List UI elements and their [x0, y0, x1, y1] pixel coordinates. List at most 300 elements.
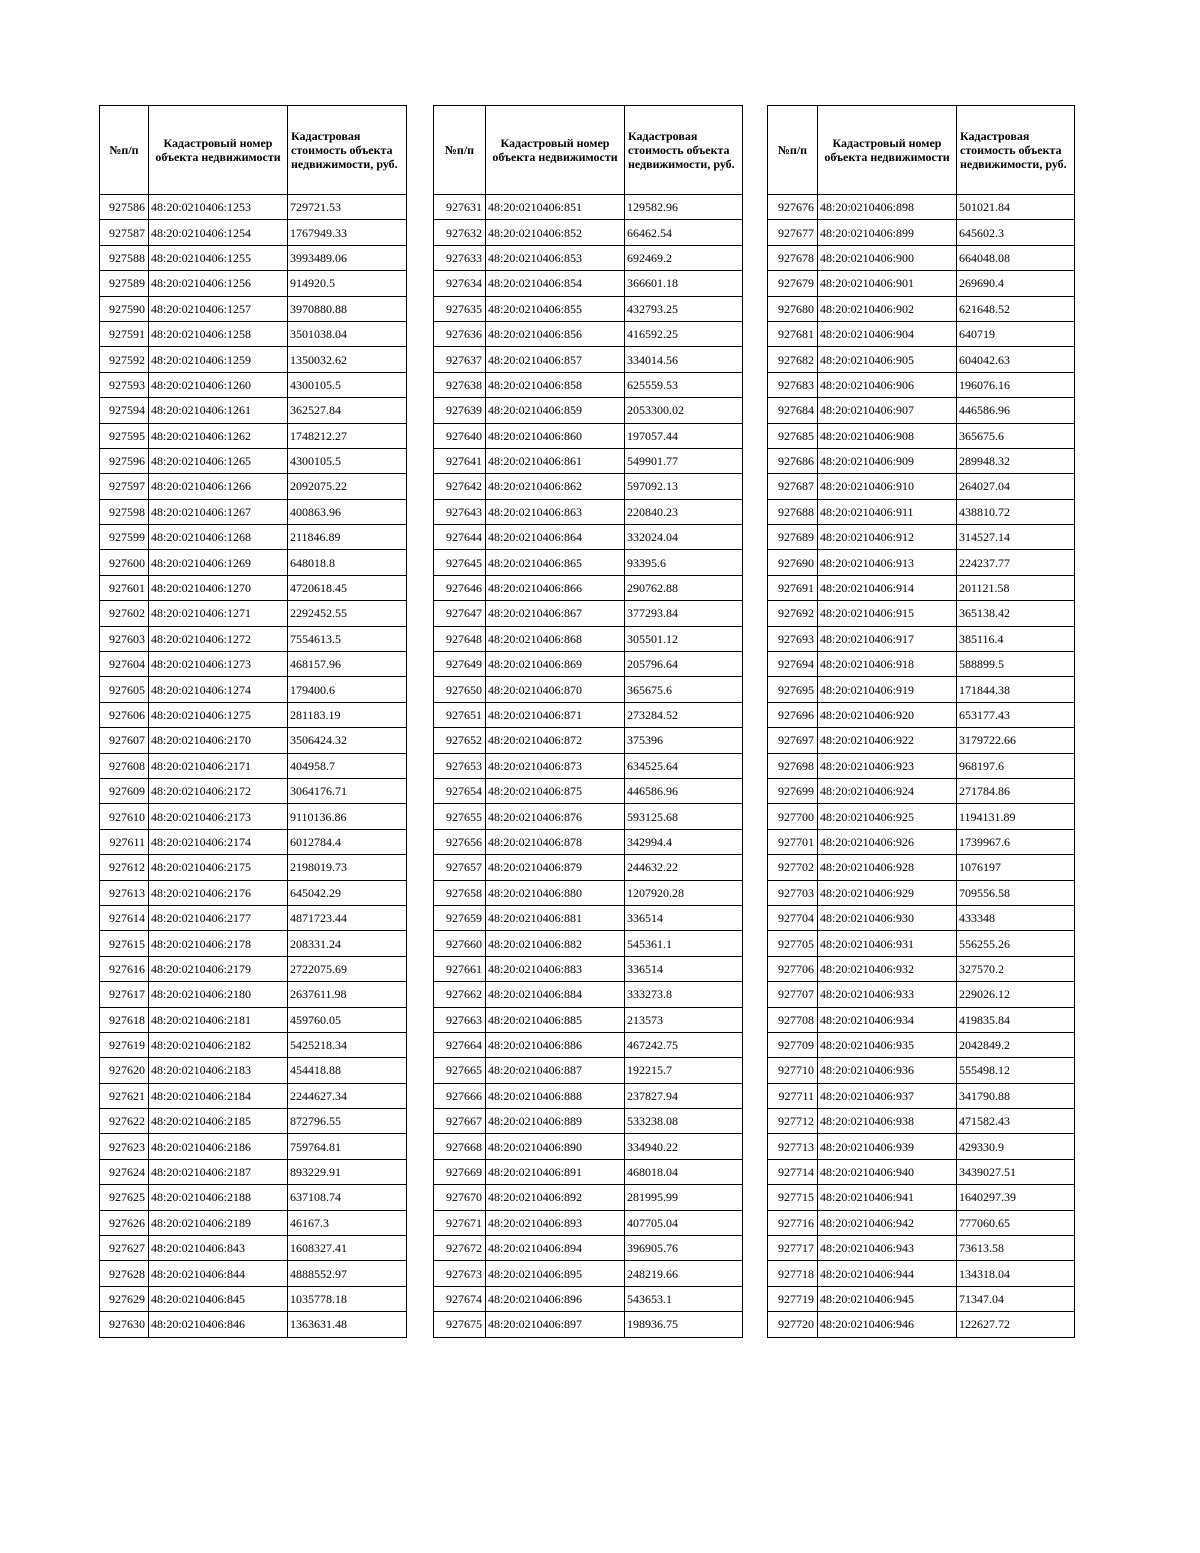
table-row — [100, 905, 407, 930]
cadastral-value-cell: 171844.38 — [957, 677, 1075, 702]
table-body — [768, 195, 1075, 1338]
row-number-cell: 927660 — [434, 931, 486, 956]
cadastral-value-cell: 604042.63 — [957, 347, 1075, 372]
table-row — [434, 1261, 743, 1286]
cadastral-number-cell: 48:20:0210406:943 — [818, 1236, 957, 1261]
row-number-cell: 927662 — [434, 982, 486, 1007]
table-row — [100, 372, 407, 397]
row-number-cell: 927702 — [768, 855, 818, 880]
cadastral-number-cell: 48:20:0210406:864 — [486, 525, 625, 550]
table-row — [434, 321, 743, 346]
row-number-cell: 927719 — [768, 1286, 818, 1311]
row-number-cell: 927645 — [434, 550, 486, 575]
cadastral-number-cell: 48:20:0210406:876 — [486, 804, 625, 829]
header-cadastral-value: Кадастровая стоимость объекта недвижимости, руб. — [625, 106, 743, 195]
cadastral-value-cell: 555498.12 — [957, 1058, 1075, 1083]
row-number-cell: 927604 — [100, 652, 149, 677]
cadastral-value-cell: 213573 — [625, 1007, 743, 1032]
cadastral-number-cell: 48:20:0210406:907 — [818, 398, 957, 423]
cadastral-value-cell: 4871723.44 — [288, 905, 407, 930]
row-number-cell: 927634 — [434, 271, 486, 296]
cadastral-value-cell: 1640297.39 — [957, 1185, 1075, 1210]
cadastral-value-cell: 533238.08 — [625, 1109, 743, 1134]
row-number-cell: 927663 — [434, 1007, 486, 1032]
cadastral-value-cell: 640719 — [957, 321, 1075, 346]
cadastral-value-cell: 1767949.33 — [288, 220, 407, 245]
row-number-cell: 927641 — [434, 448, 486, 473]
table-row — [434, 1032, 743, 1057]
cadastral-number-cell: 48:20:0210406:859 — [486, 398, 625, 423]
cadastral-number-cell: 48:20:0210406:885 — [486, 1007, 625, 1032]
cadastral-number-cell: 48:20:0210406:856 — [486, 321, 625, 346]
row-number-cell: 927655 — [434, 804, 486, 829]
cadastral-number-cell: 48:20:0210406:922 — [818, 728, 957, 753]
table-row — [434, 1007, 743, 1032]
cadastral-number-cell: 48:20:0210406:870 — [486, 677, 625, 702]
cadastral-value-cell: 365675.6 — [625, 677, 743, 702]
row-number-cell: 927700 — [768, 804, 818, 829]
cadastral-value-cell: 653177.43 — [957, 702, 1075, 727]
cadastral-number-cell: 48:20:0210406:923 — [818, 753, 957, 778]
table-row — [434, 626, 743, 651]
cadastral-value-cell: 556255.26 — [957, 931, 1075, 956]
table-row — [100, 753, 407, 778]
cadastral-number-cell: 48:20:0210406:871 — [486, 702, 625, 727]
row-number-cell: 927681 — [768, 321, 818, 346]
cadastral-number-cell: 48:20:0210406:1266 — [149, 474, 288, 499]
row-number-cell: 927639 — [434, 398, 486, 423]
table-row — [434, 474, 743, 499]
cadastral-number-cell: 48:20:0210406:854 — [486, 271, 625, 296]
table-row — [434, 525, 743, 550]
cadastral-value-cell: 429330.9 — [957, 1134, 1075, 1159]
row-number-cell: 927613 — [100, 880, 149, 905]
header-cadastral-number: Кадастровый номер объекта недвижимости — [149, 106, 288, 195]
row-number-cell: 927703 — [768, 880, 818, 905]
cadastral-number-cell: 48:20:0210406:926 — [818, 829, 957, 854]
cadastral-value-cell: 545361.1 — [625, 931, 743, 956]
header-number: №п/п — [434, 106, 486, 195]
table-row — [434, 1185, 743, 1210]
table-row — [768, 550, 1075, 575]
cadastral-number-cell: 48:20:0210406:891 — [486, 1159, 625, 1184]
cadastral-value-cell: 759764.81 — [288, 1134, 407, 1159]
cadastral-number-cell: 48:20:0210406:880 — [486, 880, 625, 905]
table-row — [434, 880, 743, 905]
cadastral-number-cell: 48:20:0210406:858 — [486, 372, 625, 397]
cadastral-value-cell: 2053300.02 — [625, 398, 743, 423]
table-row — [100, 829, 407, 854]
cadastral-number-cell: 48:20:0210406:1256 — [149, 271, 288, 296]
row-number-cell: 927711 — [768, 1083, 818, 1108]
cadastral-value-cell: 893229.91 — [288, 1159, 407, 1184]
table-row — [434, 778, 743, 803]
cadastral-number-cell: 48:20:0210406:893 — [486, 1210, 625, 1235]
table-row — [768, 855, 1075, 880]
row-number-cell: 927640 — [434, 423, 486, 448]
cadastral-value-cell: 729721.53 — [288, 195, 407, 220]
row-number-cell: 927619 — [100, 1032, 149, 1057]
cadastral-value-cell: 621648.52 — [957, 296, 1075, 321]
cadastral-value-cell: 459760.05 — [288, 1007, 407, 1032]
row-number-cell: 927647 — [434, 601, 486, 626]
cadastral-value-cell: 333273.8 — [625, 982, 743, 1007]
table-row — [768, 575, 1075, 600]
cadastral-value-cell: 471582.43 — [957, 1109, 1075, 1134]
row-number-cell: 927616 — [100, 956, 149, 981]
table-row — [434, 652, 743, 677]
table-row — [100, 575, 407, 600]
row-number-cell: 927715 — [768, 1185, 818, 1210]
table-row — [768, 652, 1075, 677]
cadastral-number-cell: 48:20:0210406:884 — [486, 982, 625, 1007]
table-row — [434, 1312, 743, 1337]
row-number-cell: 927605 — [100, 677, 149, 702]
table-row — [768, 601, 1075, 626]
cadastral-value-cell: 365675.6 — [957, 423, 1075, 448]
cadastral-number-cell: 48:20:0210406:1275 — [149, 702, 288, 727]
table-row — [100, 499, 407, 524]
row-number-cell: 927710 — [768, 1058, 818, 1083]
cadastral-value-cell: 305501.12 — [625, 626, 743, 651]
table-row — [434, 1134, 743, 1159]
cadastral-value-cell: 446586.96 — [957, 398, 1075, 423]
table-row — [768, 525, 1075, 550]
table-row — [434, 550, 743, 575]
row-number-cell: 927692 — [768, 601, 818, 626]
cadastral-value-cell: 71347.04 — [957, 1286, 1075, 1311]
row-number-cell: 927628 — [100, 1261, 149, 1286]
cadastral-number-cell: 48:20:0210406:911 — [818, 499, 957, 524]
cadastral-number-cell: 48:20:0210406:1268 — [149, 525, 288, 550]
table-row — [768, 195, 1075, 220]
table-row — [434, 398, 743, 423]
cadastral-value-cell: 205796.64 — [625, 652, 743, 677]
cadastral-value-cell: 269690.4 — [957, 271, 1075, 296]
cadastral-value-cell: 211846.89 — [288, 525, 407, 550]
cadastral-value-cell: 342994.4 — [625, 829, 743, 854]
cadastral-number-cell: 48:20:0210406:934 — [818, 1007, 957, 1032]
table-row — [768, 296, 1075, 321]
cadastral-number-cell: 48:20:0210406:2181 — [149, 1007, 288, 1032]
cadastral-number-cell: 48:20:0210406:935 — [818, 1032, 957, 1057]
cadastral-number-cell: 48:20:0210406:929 — [818, 880, 957, 905]
table-row — [768, 1032, 1075, 1057]
cadastral-value-cell: 224237.77 — [957, 550, 1075, 575]
cadastral-number-cell: 48:20:0210406:931 — [818, 931, 957, 956]
table-row — [100, 245, 407, 270]
row-number-cell: 927658 — [434, 880, 486, 905]
table-row — [100, 1236, 407, 1261]
table-row — [768, 956, 1075, 981]
row-number-cell: 927686 — [768, 448, 818, 473]
cadastral-value-cell: 593125.68 — [625, 804, 743, 829]
row-number-cell: 927671 — [434, 1210, 486, 1235]
table-row — [768, 448, 1075, 473]
cadastral-number-cell: 48:20:0210406:920 — [818, 702, 957, 727]
row-number-cell: 927697 — [768, 728, 818, 753]
cadastral-number-cell: 48:20:0210406:881 — [486, 905, 625, 930]
row-number-cell: 927632 — [434, 220, 486, 245]
table-row — [434, 220, 743, 245]
table-row — [768, 372, 1075, 397]
table-row — [100, 626, 407, 651]
cadastral-number-cell: 48:20:0210406:1267 — [149, 499, 288, 524]
table-row — [434, 728, 743, 753]
table-row — [768, 804, 1075, 829]
cadastral-value-cell: 1608327.41 — [288, 1236, 407, 1261]
table-header-row — [100, 106, 407, 195]
table-row — [100, 601, 407, 626]
cadastral-number-cell: 48:20:0210406:1254 — [149, 220, 288, 245]
row-number-cell: 927649 — [434, 652, 486, 677]
row-number-cell: 927720 — [768, 1312, 818, 1337]
table-row — [434, 575, 743, 600]
cadastral-number-cell: 48:20:0210406:853 — [486, 245, 625, 270]
cadastral-value-cell: 314527.14 — [957, 525, 1075, 550]
cadastral-value-cell: 341790.88 — [957, 1083, 1075, 1108]
row-number-cell: 927670 — [434, 1185, 486, 1210]
table-row — [434, 753, 743, 778]
cadastral-value-cell: 432793.25 — [625, 296, 743, 321]
cadastral-number-cell: 48:20:0210406:899 — [818, 220, 957, 245]
row-number-cell: 927680 — [768, 296, 818, 321]
cadastral-value-cell: 365138.42 — [957, 601, 1075, 626]
row-number-cell: 927624 — [100, 1159, 149, 1184]
table-body — [100, 195, 407, 1338]
cadastral-number-cell: 48:20:0210406:851 — [486, 195, 625, 220]
table-row — [768, 982, 1075, 1007]
cadastral-value-cell: 273284.52 — [625, 702, 743, 727]
table-row — [434, 271, 743, 296]
row-number-cell: 927672 — [434, 1236, 486, 1261]
cadastral-value-cell: 446586.96 — [625, 778, 743, 803]
cadastral-number-cell: 48:20:0210406:1273 — [149, 652, 288, 677]
cadastral-value-cell: 433348 — [957, 905, 1075, 930]
row-number-cell: 927595 — [100, 423, 149, 448]
cadastral-value-cell: 366601.18 — [625, 271, 743, 296]
cadastral-value-cell: 2292452.55 — [288, 601, 407, 626]
cadastral-value-cell: 914920.5 — [288, 271, 407, 296]
cadastral-number-cell: 48:20:0210406:846 — [149, 1312, 288, 1337]
table-row — [100, 474, 407, 499]
table-row — [434, 245, 743, 270]
cadastral-value-cell: 336514 — [625, 956, 743, 981]
header-cadastral-number: Кадастровый номер объекта недвижимости — [818, 106, 957, 195]
table-row — [100, 1032, 407, 1057]
cadastral-number-cell: 48:20:0210406:892 — [486, 1185, 625, 1210]
cadastral-number-cell: 48:20:0210406:888 — [486, 1083, 625, 1108]
row-number-cell: 927714 — [768, 1159, 818, 1184]
cadastral-number-cell: 48:20:0210406:937 — [818, 1083, 957, 1108]
cadastral-table-1 — [99, 105, 407, 1338]
cadastral-number-cell: 48:20:0210406:896 — [486, 1286, 625, 1311]
row-number-cell: 927599 — [100, 525, 149, 550]
row-number-cell: 927612 — [100, 855, 149, 880]
cadastral-number-cell: 48:20:0210406:909 — [818, 448, 957, 473]
cadastral-value-cell: 404958.7 — [288, 753, 407, 778]
table-row — [100, 1109, 407, 1134]
row-number-cell: 927707 — [768, 982, 818, 1007]
cadastral-number-cell: 48:20:0210406:945 — [818, 1286, 957, 1311]
row-number-cell: 927708 — [768, 1007, 818, 1032]
cadastral-value-cell: 271784.86 — [957, 778, 1075, 803]
cadastral-number-cell: 48:20:0210406:944 — [818, 1261, 957, 1286]
cadastral-number-cell: 48:20:0210406:2171 — [149, 753, 288, 778]
cadastral-number-cell: 48:20:0210406:910 — [818, 474, 957, 499]
row-number-cell: 927637 — [434, 347, 486, 372]
row-number-cell: 927635 — [434, 296, 486, 321]
row-number-cell: 927684 — [768, 398, 818, 423]
table-row — [434, 956, 743, 981]
table-row — [434, 372, 743, 397]
table-row — [100, 956, 407, 981]
row-number-cell: 927683 — [768, 372, 818, 397]
cadastral-number-cell: 48:20:0210406:930 — [818, 905, 957, 930]
cadastral-value-cell: 637108.74 — [288, 1185, 407, 1210]
cadastral-number-cell: 48:20:0210406:2187 — [149, 1159, 288, 1184]
cadastral-value-cell: 664048.08 — [957, 245, 1075, 270]
cadastral-number-cell: 48:20:0210406:844 — [149, 1261, 288, 1286]
table-row — [434, 702, 743, 727]
table-row — [768, 1083, 1075, 1108]
row-number-cell: 927626 — [100, 1210, 149, 1235]
cadastral-number-cell: 48:20:0210406:852 — [486, 220, 625, 245]
table-row — [768, 423, 1075, 448]
row-number-cell: 927592 — [100, 347, 149, 372]
cadastral-number-cell: 48:20:0210406:2173 — [149, 804, 288, 829]
cadastral-number-cell: 48:20:0210406:845 — [149, 1286, 288, 1311]
row-number-cell: 927608 — [100, 753, 149, 778]
cadastral-number-cell: 48:20:0210406:2179 — [149, 956, 288, 981]
cadastral-value-cell: 1035778.18 — [288, 1286, 407, 1311]
cadastral-number-cell: 48:20:0210406:917 — [818, 626, 957, 651]
table-row — [434, 347, 743, 372]
cadastral-number-cell: 48:20:0210406:898 — [818, 195, 957, 220]
row-number-cell: 927701 — [768, 829, 818, 854]
row-number-cell: 927611 — [100, 829, 149, 854]
cadastral-value-cell: 73613.58 — [957, 1236, 1075, 1261]
row-number-cell: 927661 — [434, 956, 486, 981]
row-number-cell: 927615 — [100, 931, 149, 956]
cadastral-number-cell: 48:20:0210406:886 — [486, 1032, 625, 1057]
table-row — [768, 271, 1075, 296]
table-row — [434, 1109, 743, 1134]
cadastral-value-cell: 3501038.04 — [288, 321, 407, 346]
table-row — [434, 1236, 743, 1261]
row-number-cell: 927650 — [434, 677, 486, 702]
table-row — [768, 753, 1075, 778]
cadastral-value-cell: 3064176.71 — [288, 778, 407, 803]
row-number-cell: 927623 — [100, 1134, 149, 1159]
table-row — [100, 728, 407, 753]
row-number-cell: 927713 — [768, 1134, 818, 1159]
cadastral-value-cell: 1739967.6 — [957, 829, 1075, 854]
table-row — [100, 1286, 407, 1311]
cadastral-value-cell: 2637611.98 — [288, 982, 407, 1007]
cadastral-number-cell: 48:20:0210406:887 — [486, 1058, 625, 1083]
table-row — [434, 982, 743, 1007]
cadastral-number-cell: 48:20:0210406:915 — [818, 601, 957, 626]
cadastral-number-cell: 48:20:0210406:2183 — [149, 1058, 288, 1083]
table-header-row — [768, 106, 1075, 195]
table-row — [100, 1312, 407, 1337]
cadastral-number-cell: 48:20:0210406:862 — [486, 474, 625, 499]
row-number-cell: 927677 — [768, 220, 818, 245]
table-row — [768, 1236, 1075, 1261]
cadastral-number-cell: 48:20:0210406:912 — [818, 525, 957, 550]
cadastral-value-cell: 196076.16 — [957, 372, 1075, 397]
cadastral-value-cell: 407705.04 — [625, 1210, 743, 1235]
cadastral-number-cell: 48:20:0210406:925 — [818, 804, 957, 829]
cadastral-number-cell: 48:20:0210406:860 — [486, 423, 625, 448]
cadastral-value-cell: 93395.6 — [625, 550, 743, 575]
cadastral-value-cell: 5425218.34 — [288, 1032, 407, 1057]
table-row — [768, 880, 1075, 905]
row-number-cell: 927704 — [768, 905, 818, 930]
cadastral-value-cell: 709556.58 — [957, 880, 1075, 905]
cadastral-number-cell: 48:20:0210406:901 — [818, 271, 957, 296]
cadastral-value-cell: 454418.88 — [288, 1058, 407, 1083]
table-row — [768, 702, 1075, 727]
row-number-cell: 927678 — [768, 245, 818, 270]
table-row — [434, 829, 743, 854]
table-row — [768, 321, 1075, 346]
table-row — [434, 296, 743, 321]
cadastral-number-cell: 48:20:0210406:1265 — [149, 448, 288, 473]
cadastral-value-cell: 1207920.28 — [625, 880, 743, 905]
cadastral-number-cell: 48:20:0210406:1259 — [149, 347, 288, 372]
cadastral-number-cell: 48:20:0210406:2185 — [149, 1109, 288, 1134]
cadastral-value-cell: 2092075.22 — [288, 474, 407, 499]
cadastral-value-cell: 1194131.89 — [957, 804, 1075, 829]
cadastral-value-cell: 192215.7 — [625, 1058, 743, 1083]
cadastral-number-cell: 48:20:0210406:939 — [818, 1134, 957, 1159]
cadastral-number-cell: 48:20:0210406:861 — [486, 448, 625, 473]
table-row — [434, 855, 743, 880]
cadastral-number-cell: 48:20:0210406:890 — [486, 1134, 625, 1159]
cadastral-value-cell: 872796.55 — [288, 1109, 407, 1134]
cadastral-value-cell: 129582.96 — [625, 195, 743, 220]
table-row — [100, 982, 407, 1007]
cadastral-number-cell: 48:20:0210406:1260 — [149, 372, 288, 397]
row-number-cell: 927705 — [768, 931, 818, 956]
cadastral-number-cell: 48:20:0210406:2180 — [149, 982, 288, 1007]
row-number-cell: 927620 — [100, 1058, 149, 1083]
cadastral-number-cell: 48:20:0210406:904 — [818, 321, 957, 346]
cadastral-value-cell: 468157.96 — [288, 652, 407, 677]
cadastral-value-cell: 7554613.5 — [288, 626, 407, 651]
row-number-cell: 927656 — [434, 829, 486, 854]
row-number-cell: 927594 — [100, 398, 149, 423]
header-number: №п/п — [100, 106, 149, 195]
row-number-cell: 927687 — [768, 474, 818, 499]
cadastral-value-cell: 588899.5 — [957, 652, 1075, 677]
table-row — [434, 1083, 743, 1108]
cadastral-number-cell: 48:20:0210406:2189 — [149, 1210, 288, 1235]
cadastral-value-cell: 281183.19 — [288, 702, 407, 727]
cadastral-value-cell: 264027.04 — [957, 474, 1075, 499]
table-row — [100, 296, 407, 321]
table-row — [434, 499, 743, 524]
cadastral-number-cell: 48:20:0210406:2178 — [149, 931, 288, 956]
cadastral-table-3 — [767, 105, 1075, 1338]
cadastral-number-cell: 48:20:0210406:883 — [486, 956, 625, 981]
row-number-cell: 927609 — [100, 778, 149, 803]
table-row — [100, 1159, 407, 1184]
cadastral-number-cell: 48:20:0210406:942 — [818, 1210, 957, 1235]
cadastral-value-cell: 198936.75 — [625, 1312, 743, 1337]
